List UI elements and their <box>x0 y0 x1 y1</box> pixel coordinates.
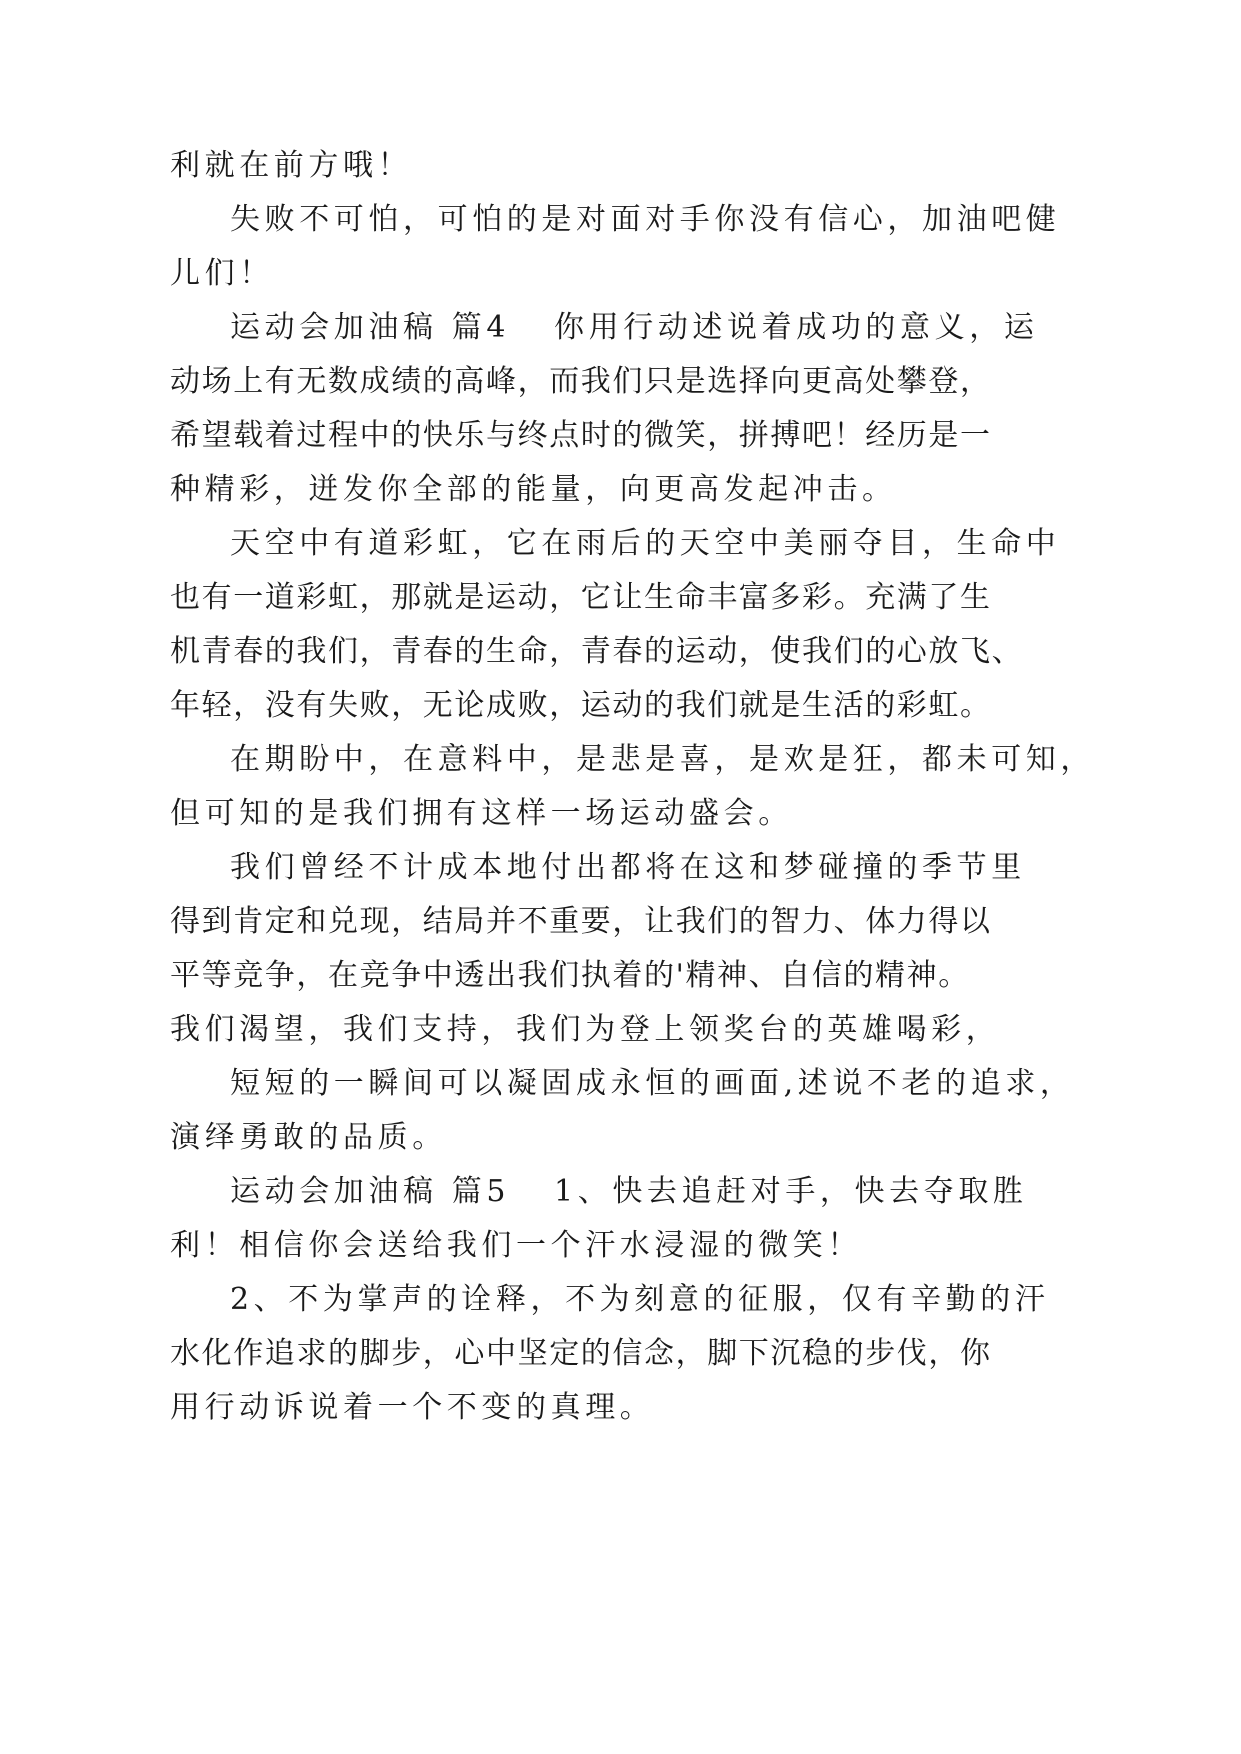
text-line-14: 我们曾经不计成本地付出都将在这和梦碰撞的季节里 <box>230 850 1026 885</box>
section-title-5: 运动会加油稿 篇5 <box>230 1174 511 1209</box>
section-title-4: 运动会加油稿 篇4 <box>230 310 511 345</box>
text-line-15: 得到肯定和兑现，结局并不重要，让我们的智力、体力得以 <box>170 904 992 939</box>
text-line-5: 动场上有无数成绩的高峰，而我们只是选择向更高处攀登， <box>170 364 992 399</box>
text-line-7: 种精彩，迸发你全部的能量，向更高发起冲击。 <box>170 472 897 507</box>
text-line-18: 短短的一瞬间可以凝固成永恒的画面,述说不老的追求， <box>230 1066 1075 1101</box>
text-line-8: 天空中有道彩虹，它在雨后的天空中美丽夺目，生命中 <box>230 526 1061 561</box>
section-5-first-line: 1、快去追赶对手，快去夺取胜 <box>554 1174 1028 1209</box>
text-line-1: 利就在前方哦！ <box>170 148 413 183</box>
text-line-6: 希望载着过程中的快乐与终点时的微笑，拼搏吧！经历是一 <box>170 418 992 453</box>
text-line-13: 但可知的是我们拥有这样一场运动盛会。 <box>170 796 793 831</box>
section-heading-4 <box>230 308 1038 348</box>
text-line-24: 用行动诉说着一个不变的真理。 <box>170 1390 655 1425</box>
section-4-first-line: 你用行动述说着成功的意义，运 <box>554 310 1039 345</box>
text-line-23: 水化作追求的脚步，心中坚定的信念，脚下沉稳的步伐，你 <box>170 1336 992 1371</box>
text-line-3: 儿们！ <box>170 256 274 291</box>
text-line-9: 也有一道彩虹，那就是运动，它让生命丰富多彩。充满了生 <box>170 580 992 615</box>
text-line-19: 演绎勇敢的品质。 <box>170 1120 447 1155</box>
text-line-16: 平等竞争，在竞争中透出我们执着的'精神、自信的精神。 <box>170 958 970 993</box>
text-line-22: 2、不为掌声的诠释，不为刻意的征服，仅有辛勤的汗 <box>230 1282 1050 1317</box>
text-line-17: 我们渴望，我们支持，我们为登上领奖台的英雄喝彩， <box>170 1012 1001 1047</box>
section-heading-5 <box>230 1172 1028 1212</box>
text-line-11: 年轻，没有失败，无论成败，运动的我们就是生活的彩虹。 <box>170 688 992 723</box>
text-line-10: 机青春的我们，青春的生命，青春的运动，使我们的心放飞、 <box>170 634 1024 669</box>
text-line-21: 利！相信你会送给我们一个汗水浸湿的微笑！ <box>170 1228 862 1263</box>
text-line-12: 在期盼中，在意料中，是悲是喜，是欢是狂，都未可知， <box>230 742 1095 777</box>
text-line-2: 失败不可怕，可怕的是对面对手你没有信心，加油吧健 <box>230 202 1061 237</box>
